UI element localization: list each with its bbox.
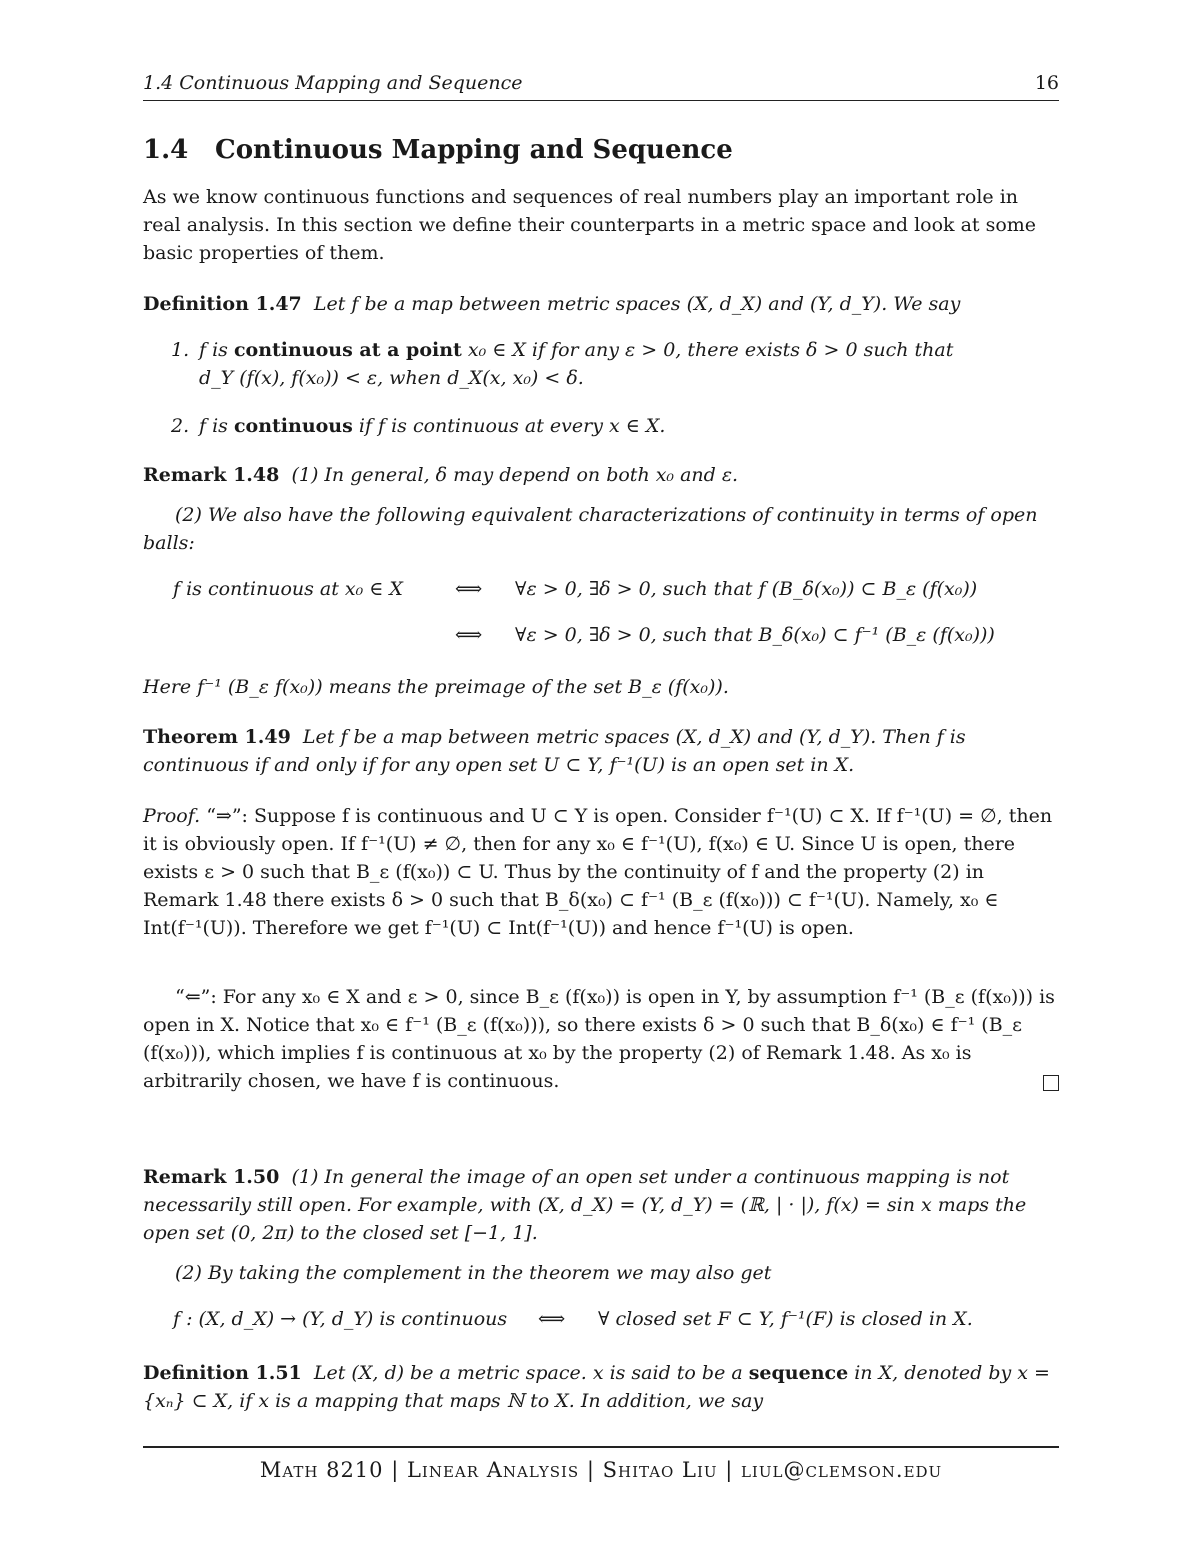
- item-term: continuous at a point: [233, 339, 462, 361]
- proof-text: “⇒”: Suppose f is continuous and U ⊂ Y is open. Consider f⁻¹(U) ⊂ X. If f⁻¹(U) = ∅, then it is obviously open. If f⁻¹(U) ≠ ∅, then for any x₀ ∈ f⁻¹(U), f(x₀) ∈ U. Since U is open, there exists ε > 0 such that B_ε (f(x₀)) ⊂ U. Thus by the continuity of f and the property (2) in Remark 1.48 there exists δ > 0 such that B_δ(x₀) ⊂ f⁻¹ (B_ε (f(x₀))) ⊂ f⁻¹(U). Namely, x₀ ∈ Int(f⁻¹(U)). Therefore we get f⁻¹(U) ⊂ Int(f⁻¹(U)) and hence f⁻¹(U) is open.: [143, 805, 1053, 939]
- page: [143, 0, 1059, 1553]
- equation-left: f is continuous at x₀ ∈ X: [173, 578, 403, 600]
- equation-right: ∀ε > 0, ∃δ > 0, such that B_δ(x₀) ⊂ f⁻¹ (B_ε (f(x₀))): [515, 624, 995, 646]
- section-number: 1.4: [143, 135, 189, 165]
- item-text: x₀ ∈ X if for any ε > 0, there exists δ > 0 such that: [467, 339, 954, 361]
- footer-rule: [143, 1446, 1059, 1448]
- remark-label: Remark 1.48: [143, 464, 280, 486]
- intro-paragraph: As we know continuous functions and sequences of real numbers play an important role in real analysis. In this section we define their counterparts in a metric space and look at some basic properties of them.: [143, 186, 1037, 264]
- iff-symbol: ⟺: [455, 578, 483, 600]
- definition-1-51: [143, 1359, 1059, 1415]
- item-text: f is: [199, 339, 228, 361]
- item-text: f is: [199, 415, 228, 437]
- item-number: 2.: [171, 415, 190, 437]
- footer: Math 8210 | Linear Analysis | Shitao Liu | liul@clemson.edu: [259, 1458, 943, 1482]
- definition-text: Let f be a map between metric spaces (X, d_X) and (Y, d_Y). We say: [313, 293, 961, 315]
- definition-item-1: [171, 336, 1059, 392]
- proof-text: “⇐”: For any x₀ ∈ X and ε > 0, since B_ε (f(x₀)) is open in Y, by assumption f⁻¹ (B_ε (f(x₀))) is open in X. Notice that x₀ ∈ f⁻¹ (B_ε (f(x₀))), so there exists δ > 0 such that B_δ(x₀) ∈ f⁻¹ (B_ε (f(x₀))), which implies f is continuous at x₀ by the property (2) of Remark 1.48. As x₀ is arbitrarily chosen, we have f is continuous.: [143, 986, 1055, 1092]
- proof-label: Proof.: [143, 805, 201, 827]
- definition-text: Let (X, d) be a metric space. x is said to be a: [313, 1362, 743, 1384]
- page-number: 16: [1034, 72, 1059, 94]
- theorem-label: Theorem 1.49: [143, 726, 291, 748]
- section-title: Continuous Mapping and Sequence: [215, 135, 733, 165]
- theorem-1-49: [143, 723, 1059, 779]
- remark-text: (1) In general the image of an open set under a continuous mapping is not necessarily still open. For example, with (X, d_X) = (Y, d_Y) = (ℝ, | · |), f(x) = sin x maps the open set (0, 2π) to the closed set [−1, 1].: [143, 1166, 1027, 1244]
- definition-label: Definition 1.47: [143, 293, 302, 315]
- definition-term: sequence: [748, 1362, 849, 1384]
- definition-1-47: [143, 290, 1059, 318]
- iff-symbol: ⟺: [455, 624, 483, 646]
- section-heading: [143, 135, 733, 165]
- remark-paragraph: (2) By taking the complement in the theorem we may also get: [175, 1262, 772, 1284]
- item-continuation: d_Y (f(x), f(x₀)) < ε, when d_X(x, x₀) < δ.: [199, 367, 584, 389]
- item-number: 1.: [171, 339, 190, 361]
- proof-paragraph-1: [143, 802, 1059, 942]
- item-term: continuous: [233, 415, 353, 437]
- theorem-text: Let f be a map between metric spaces (X, d_X) and (Y, d_Y). Then f is continuous if and only if for any open set U ⊂ Y, f⁻¹(U) is an open set in X.: [143, 726, 966, 776]
- remark-1-48: [143, 461, 1059, 489]
- running-header-title: 1.4 Continuous Mapping and Sequence: [143, 72, 523, 94]
- iff-symbol: ⟺: [538, 1308, 566, 1330]
- equation-left: f : (X, d_X) → (Y, d_Y) is continuous: [173, 1308, 508, 1330]
- remark-note: Here f⁻¹ (B_ε f(x₀)) means the preimage of the set B_ε (f(x₀)).: [143, 676, 729, 698]
- definition-text: in X, denoted by x = {xₙ} ⊂ X, if x is a mapping that maps ℕ to X. In addition, we say: [143, 1362, 1050, 1412]
- definition-item-2: [171, 412, 1059, 440]
- remark-text: (1) In general, δ may depend on both x₀ and ε.: [291, 464, 739, 486]
- remark-1-50: [143, 1163, 1059, 1247]
- item-text: if f is continuous at every x ∈ X.: [358, 415, 666, 437]
- equation-right: ∀ε > 0, ∃δ > 0, such that f (B_δ(x₀)) ⊂ B_ε (f(x₀)): [515, 578, 978, 600]
- qed-box-icon: [1043, 1075, 1059, 1091]
- definition-label: Definition 1.51: [143, 1362, 302, 1384]
- equation-right: ∀ closed set F ⊂ Y, f⁻¹(F) is closed in X.: [598, 1308, 973, 1330]
- running-header: [143, 72, 1059, 101]
- remark-label: Remark 1.50: [143, 1166, 280, 1188]
- proof-paragraph-2: [143, 983, 1059, 1095]
- remark-paragraph: (2) We also have the following equivalent characterizations of continuity in terms of open balls:: [143, 504, 1038, 554]
